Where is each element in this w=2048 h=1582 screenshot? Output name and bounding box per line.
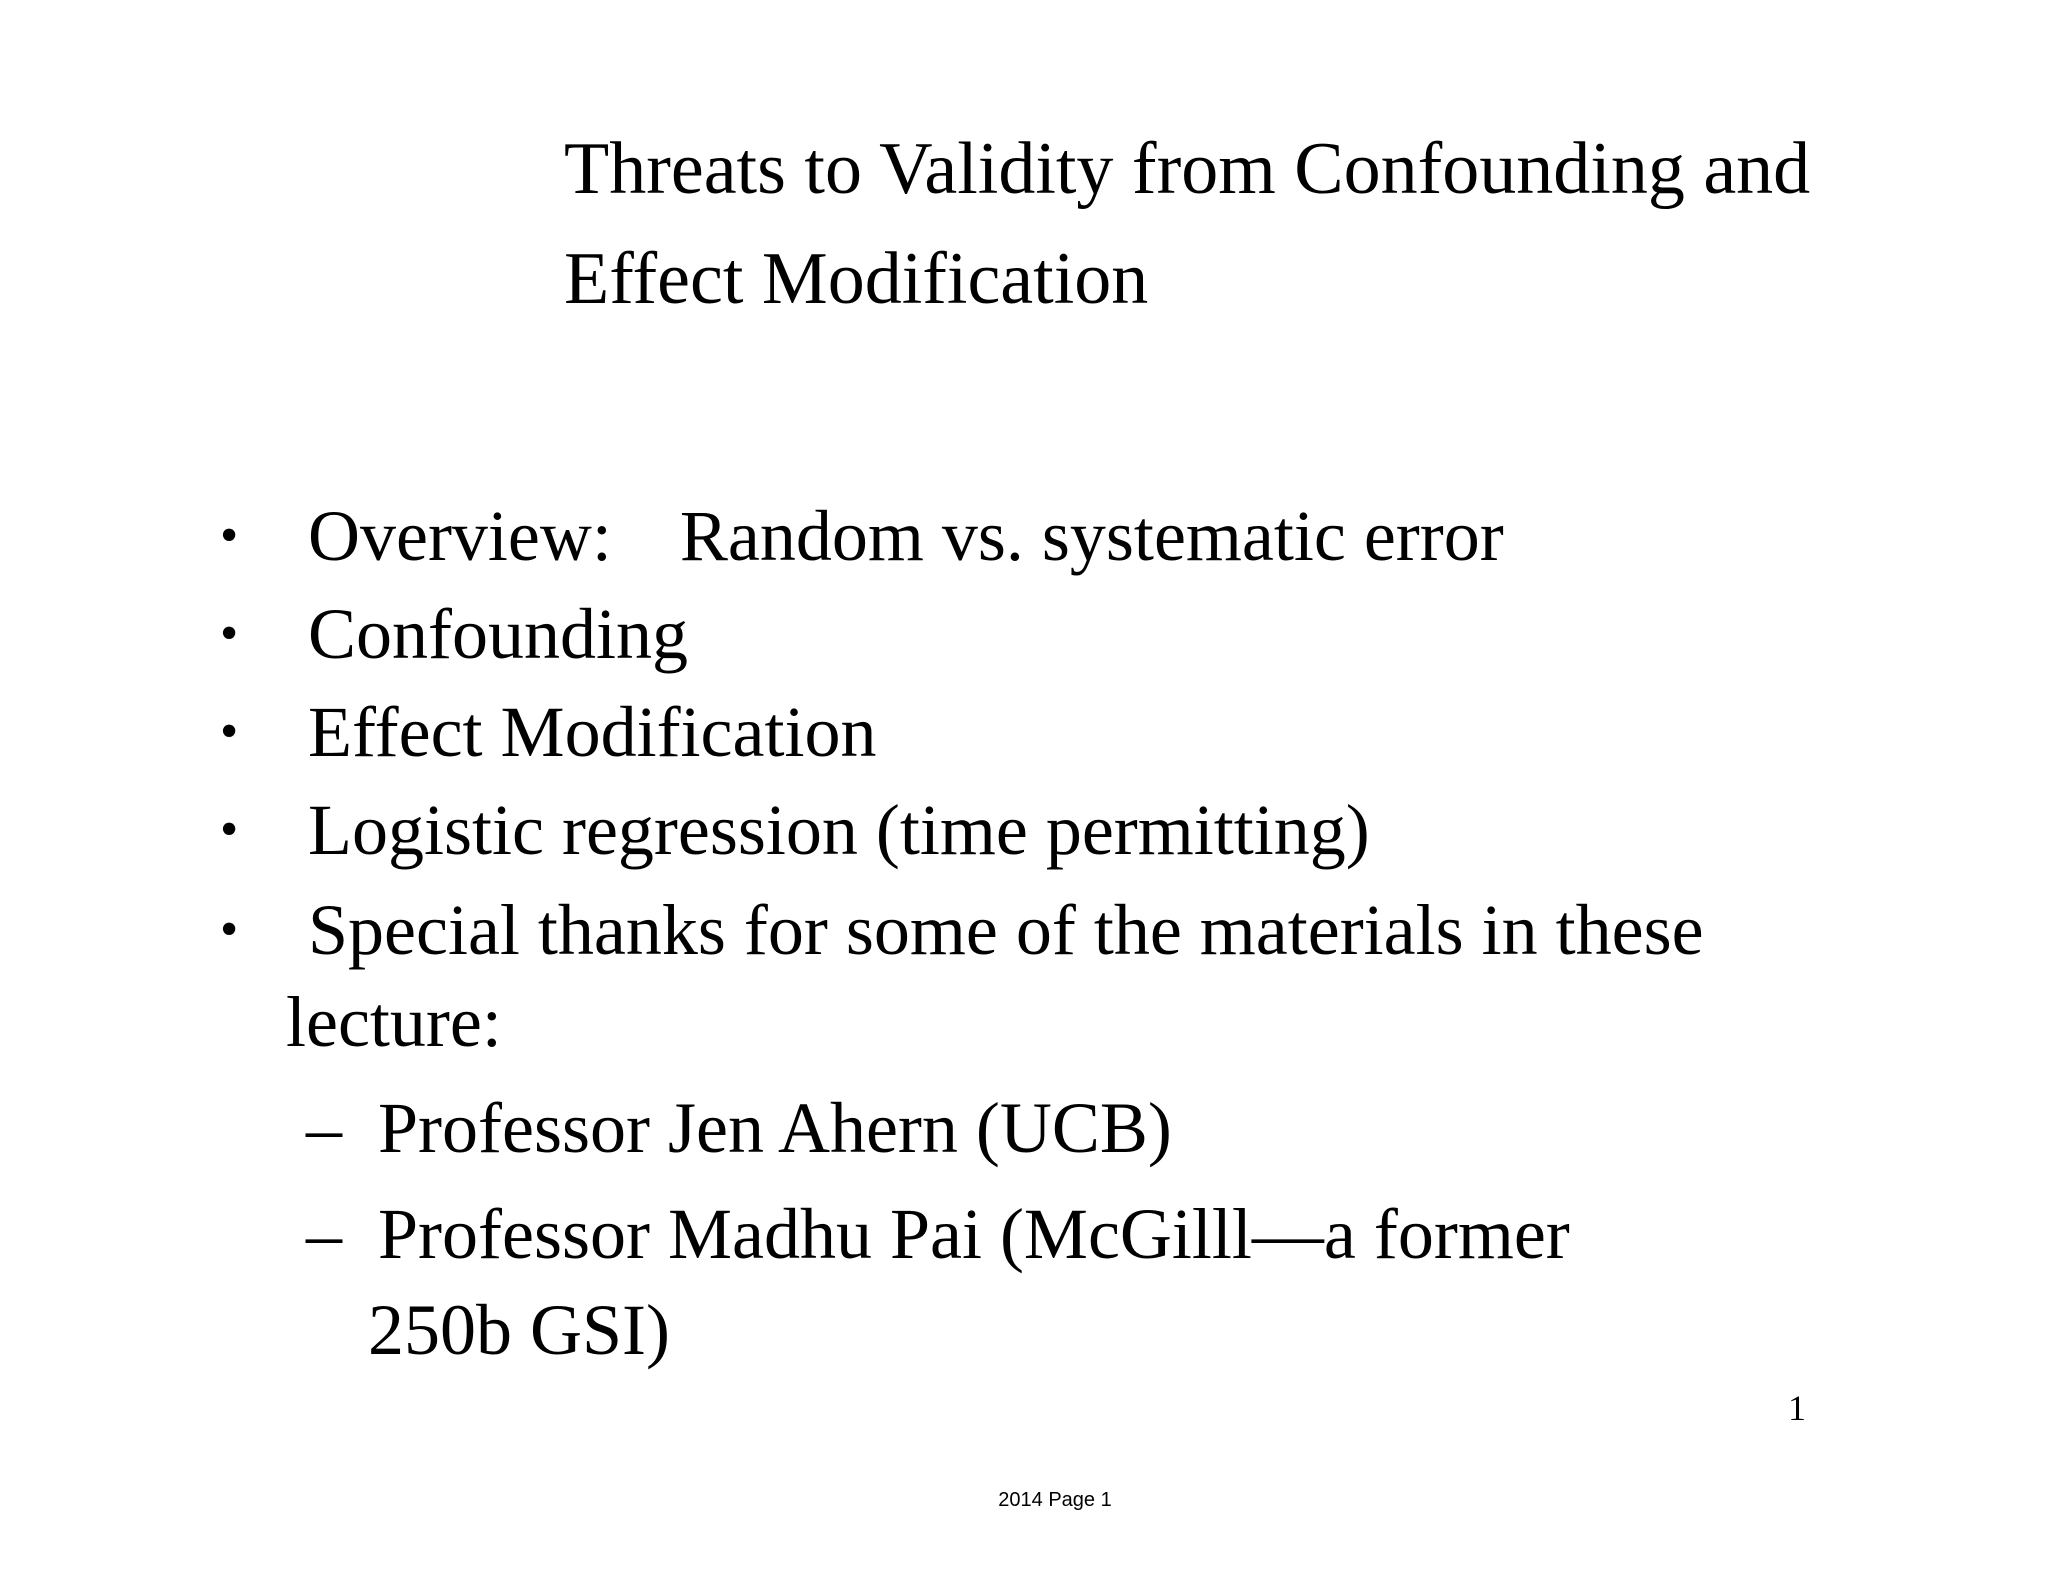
bullet-label: Overview: [308,496,612,576]
bullet-icon: • [220,703,239,760]
bullet-icon: • [220,605,239,662]
bullet-icon: • [220,901,239,958]
bullet-text: Effect Modification [308,692,877,772]
bullet-detail: Random vs. systematic error [679,496,1504,576]
bullet-icon: • [220,801,239,858]
dash-icon: – [306,1088,342,1168]
title-line-2: Effect Modification [564,238,1149,320]
dash-icon: – [306,1194,342,1274]
page-footer: 2014 Page 1 [998,1489,1112,1511]
sub-bullet-text: Professor Madhu Pai (McGilll—a former [378,1194,1570,1274]
bullet-text [308,486,1504,586]
bullet-text: Confounding [308,594,689,674]
bullet-continuation: lecture: [286,982,502,1062]
sub-bullet-continuation: 250b GSI) [368,1290,670,1370]
slide-number: 1 [1788,1388,1806,1428]
bullet-text: Special thanks for some of the materials in these [308,890,1704,970]
title-line-1: Threats to Validity from Confounding and [564,128,1811,210]
bullet-icon: • [220,507,239,564]
slide-title [564,114,2004,334]
sub-bullet-text: Professor Jen Ahern (UCB) [378,1088,1172,1168]
bullet-text: Logistic regression (time permitting) [308,790,1370,870]
